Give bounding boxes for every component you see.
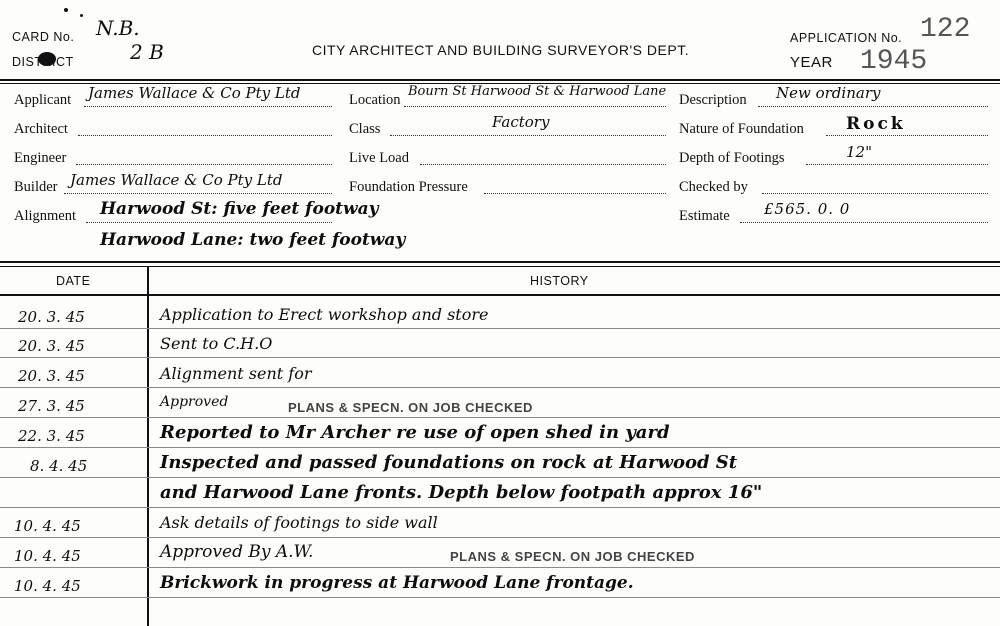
card-no-label: CARD No. [12,30,75,44]
alignment-label: Alignment [14,208,77,224]
application-no-label: APPLICATION No. [790,31,903,45]
alignment-line [86,222,332,223]
district-value: 2 B [130,40,164,64]
history-column-header: HISTORY [530,274,589,288]
date-column-divider [147,266,149,626]
header-rule [0,79,1000,81]
table-top-rule-2 [0,266,1000,267]
depth-of-footings-label: Depth of Footings [679,150,785,166]
applicant-value: James Wallace & Co Pty Ltd [88,84,301,102]
row-rule [0,507,1000,508]
row-history: Ask details of footings to side wall [160,513,438,532]
row-date: 22. 3. 45 [18,427,85,445]
depth-of-footings-value: 12" [846,143,872,161]
description-line [758,106,988,107]
row-date: 10. 4. 45 [14,577,81,595]
checked-by-line [762,193,988,194]
district-label: DISTRICT [12,55,74,69]
row-date: 10. 4. 45 [14,547,81,565]
year-label: YEAR [790,54,833,71]
live-load-label: Live Load [349,150,409,166]
table-header-rule [0,294,1000,296]
applicant-label: Applicant [14,92,72,108]
row-rule [0,328,1000,329]
row-history: Inspected and passed foundations on rock at Harwood St [160,452,738,473]
row-rule [0,417,1000,418]
depth-of-footings-line [806,164,988,165]
row-history: Alignment sent for [160,364,312,383]
builder-value: James Wallace & Co Pty Ltd [70,171,283,189]
location-value: Bourn St Harwood St & Harwood Lane [408,84,667,99]
row-date: 8. 4. 45 [30,457,88,475]
nature-of-foundation-value: Rock [846,114,906,134]
alignment-value-2: Harwood Lane: two feet footway [100,230,406,250]
engineer-line [76,164,332,165]
row-date: 10. 4. 45 [14,517,81,535]
ink-speck [64,8,68,12]
row-rule [0,567,1000,568]
application-no-value: 122 [920,14,971,45]
department-title: CITY ARCHITECT AND BUILDING SURVEYOR'S DEPT. [312,42,690,58]
table-top-rule [0,261,1000,263]
row-history: Approved By A.W. [160,542,314,562]
estimate-label: Estimate [679,208,730,224]
architect-line [78,135,332,136]
nature-of-foundation-label: Nature of Foundation [679,121,804,137]
description-label: Description [679,92,747,108]
row-date: 27. 3. 45 [18,397,85,415]
row-rule [0,597,1000,598]
estimate-line [740,222,988,223]
row-rule [0,447,1000,448]
row-history: Application to Erect workshop and store [160,305,489,324]
estimate-value: £565. 0. 0 [764,200,851,218]
row-rule [0,357,1000,358]
plans-checked-stamp: PLANS & SPECN. ON JOB CHECKED [288,400,533,415]
foundation-pressure-label: Foundation Pressure [349,179,468,195]
alignment-value-1: Harwood St: five feet footway [100,199,379,219]
description-value: New ordinary [776,84,881,102]
row-date: 20. 3. 45 [18,308,85,326]
nature-of-foundation-line [826,135,988,136]
row-history: Reported to Mr Archer re use of open shed in yard [160,422,670,443]
ink-speck [80,14,83,17]
builder-label: Builder [14,179,58,195]
class-label: Class [349,121,381,137]
plans-checked-stamp: PLANS & SPECN. ON JOB CHECKED [450,549,695,564]
year-value: 1945 [860,46,928,77]
architect-label: Architect [14,121,68,137]
row-history: and Harwood Lane fronts. Depth below footpath approx 16" [160,482,763,503]
builder-line [64,193,332,194]
location-label: Location [349,92,401,108]
checked-by-label: Checked by [679,179,748,195]
class-value: Factory [492,113,550,131]
row-history: Brickwork in progress at Harwood Lane frontage. [160,573,634,593]
live-load-line [420,164,666,165]
row-date: 20. 3. 45 [18,337,85,355]
location-line [404,106,666,107]
foundation-pressure-line [484,193,666,194]
class-line [390,135,666,136]
engineer-label: Engineer [14,150,67,166]
date-column-header: DATE [56,274,91,288]
row-history: Approved [160,394,229,410]
row-rule [0,537,1000,538]
applicant-line [84,106,332,107]
row-rule [0,477,1000,478]
row-history: Sent to C.H.O [160,334,273,353]
card-no-value: N.B. [96,16,140,40]
row-date: 20. 3. 45 [18,367,85,385]
row-rule [0,387,1000,388]
